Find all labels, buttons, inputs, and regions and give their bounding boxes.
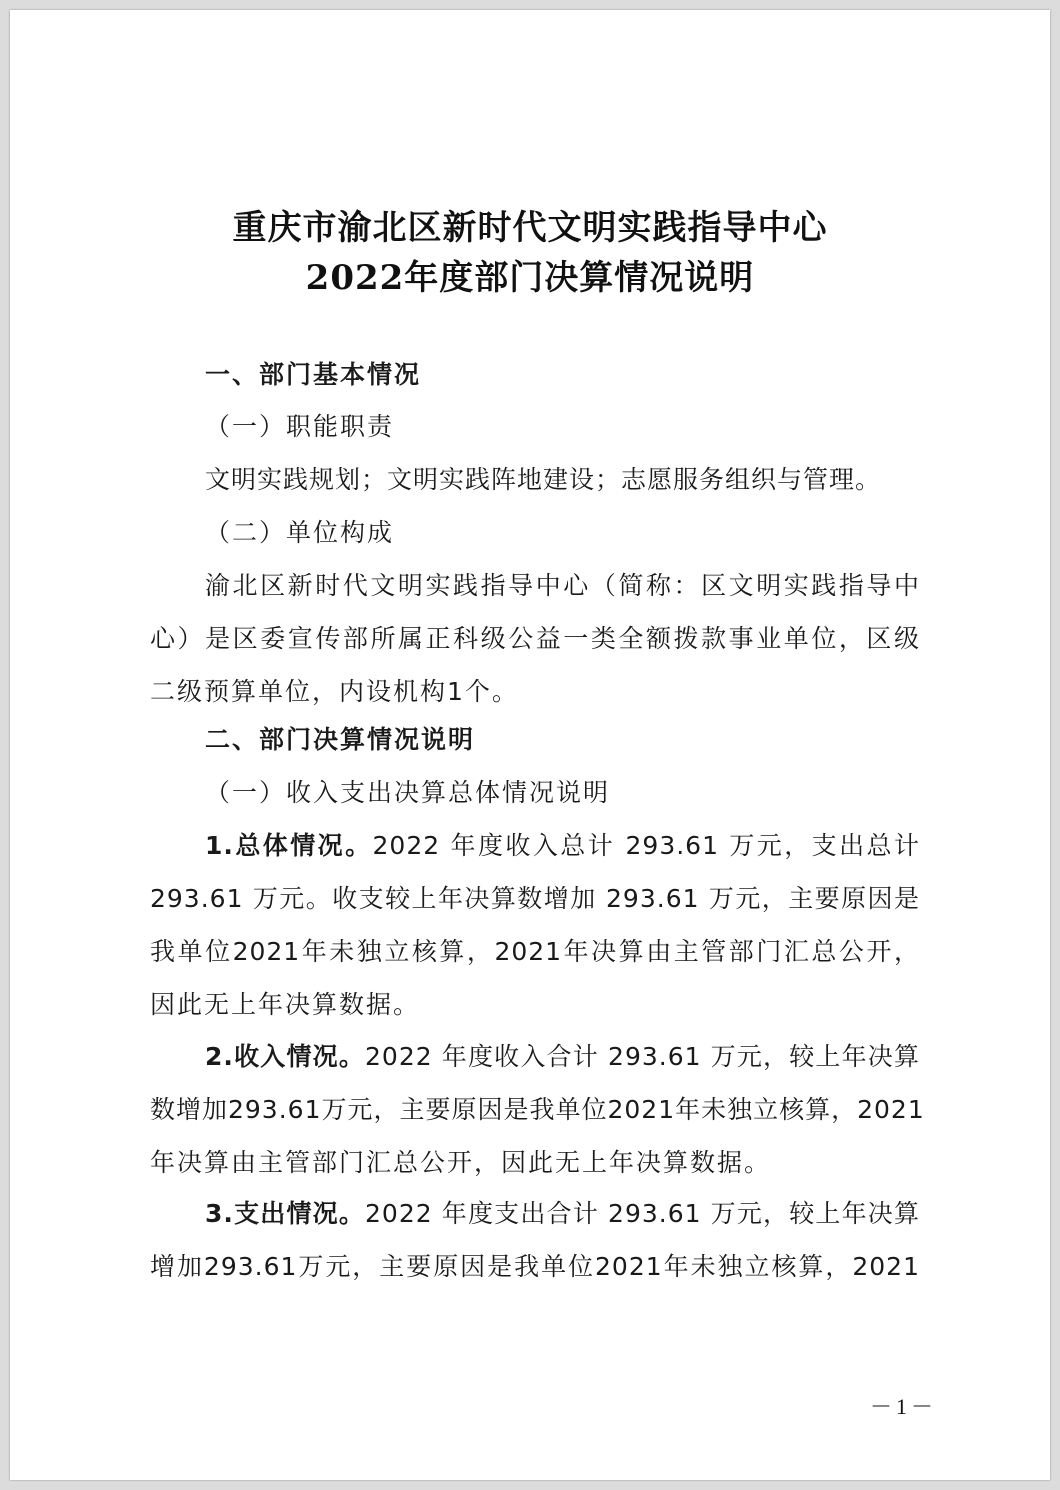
document-title-line-2: 2022年度部门决算情况说明 [305, 258, 755, 298]
item-expense-label: 3.支出情况。 [205, 1199, 366, 1228]
item-overall-first-line [205, 826, 920, 862]
page-number: －1－ [870, 1394, 938, 1419]
item-overall-text: 2022 年度收入总计 293.61 万元，支出总计 [372, 831, 920, 860]
item-expense-line: 增加293.61万元，主要原因是我单位2021年未独立核算，2021 [150, 1252, 920, 1281]
item-income-first-line [205, 1037, 920, 1073]
item-income-text: 2022 年度收入合计 293.61 万元，较上年决算 [365, 1042, 920, 1071]
item-income-line: 数增加293.61万元，主要原因是我单位2021年未独立核算，2021 [150, 1095, 925, 1124]
item-overall-line: 我单位2021年未独立核算，2021年决算由主管部门汇总公开， [150, 937, 920, 966]
subsection-heading-duties: （一）职能职责 [205, 412, 395, 441]
subsection-heading-overall: （一）收入支出决算总体情况说明 [205, 778, 611, 807]
composition-body-line: 心）是区委宣传部所属正科级公益一类全额拨款事业单位，区级 [150, 624, 920, 653]
composition-body-line: 二级预算单位，内设机构1个。 [150, 677, 519, 706]
document-title-line-1: 重庆市渝北区新时代文明实践指导中心 [232, 208, 828, 248]
subsection-heading-composition: （二）单位构成 [205, 518, 395, 547]
item-overall-line: 因此无上年决算数据。 [150, 990, 421, 1019]
section-heading-basic-info: 一、部门基本情况 [205, 360, 422, 389]
duties-body: 文明实践规划；文明实践阵地建设；志愿服务组织与管理。 [205, 465, 882, 494]
item-income-label: 2.收入情况。 [205, 1042, 366, 1071]
composition-body-line: 渝北区新时代文明实践指导中心（简称：区文明实践指导中 [205, 571, 920, 600]
document-page [10, 10, 1050, 1480]
item-expense-text: 2022 年度支出合计 293.61 万元，较上年决算 [365, 1199, 920, 1228]
item-income-line: 年决算由主管部门汇总公开，因此无上年决算数据。 [150, 1148, 772, 1177]
item-expense-first-line [205, 1194, 920, 1230]
item-overall-label: 1.总体情况。 [205, 831, 373, 860]
item-overall-line: 293.61 万元。收支较上年决算数增加 293.61 万元，主要原因是 [150, 884, 920, 913]
section-heading-final-accounts: 二、部门决算情况说明 [205, 725, 476, 754]
